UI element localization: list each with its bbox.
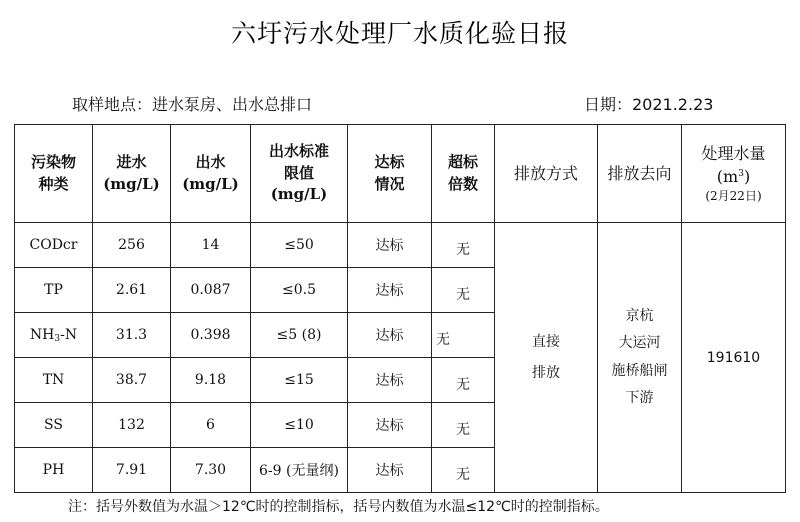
cell-limit: ≤5 (8): [251, 313, 348, 358]
cell-pollutant: SS: [15, 403, 93, 448]
cell-influent: 38.7: [93, 358, 171, 403]
cell-status: 达标: [348, 313, 432, 358]
cell-effluent: 14: [171, 223, 251, 268]
header-limit-line3: (mg/L): [270, 185, 328, 204]
cell-exceed: 无: [432, 403, 495, 448]
header-pollutant-line2: 种类: [38, 174, 69, 193]
header-status-line2: 情况: [374, 174, 405, 193]
header-effluent-line1: 出水: [195, 152, 226, 171]
cell-influent: 132: [93, 403, 171, 448]
cell-limit: ≤15: [251, 358, 348, 403]
destination-line2: 大运河: [618, 335, 661, 352]
header-influent-line2: (mg/L): [103, 174, 160, 193]
header-status-line1: 达标: [374, 152, 405, 171]
header-effluent: [171, 125, 251, 223]
pollutant-nh-label: NH: [29, 326, 55, 343]
water-quality-table: [14, 124, 786, 493]
header-effluent-line2: (mg/L): [182, 174, 239, 193]
destination-line3: 施桥船闸: [611, 362, 668, 379]
header-volume-unit-close: ): [743, 166, 751, 186]
cell-pollutant: [15, 313, 93, 358]
discharge-method-line1: 直接: [532, 333, 560, 350]
header-pollutant: [15, 125, 93, 223]
cell-effluent: 0.087: [171, 268, 251, 313]
cell-effluent: 7.30: [171, 448, 251, 493]
header-volume-line1: 处理水量: [701, 143, 766, 163]
cell-discharge-method: [495, 223, 598, 493]
cell-influent: 31.3: [93, 313, 171, 358]
report-date: 日期：2021.2.23: [584, 95, 714, 114]
header-discharge-method: 排放方式: [495, 125, 598, 223]
cell-status: 达标: [348, 268, 432, 313]
cell-destination: [598, 223, 682, 493]
header-volume-unit-sup: 3: [738, 168, 744, 179]
cell-effluent: 9.18: [171, 358, 251, 403]
cell-limit: ≤50: [251, 223, 348, 268]
cell-limit: ≤10: [251, 403, 348, 448]
header-volume: [682, 125, 786, 223]
cell-exceed: 无: [432, 268, 495, 313]
cell-status: 达标: [348, 358, 432, 403]
header-exceed: [432, 125, 495, 223]
header-status: [348, 125, 432, 223]
cell-exceed: 无: [432, 358, 495, 403]
cell-exceed: 无: [432, 448, 495, 493]
cell-pollutant: CODcr: [15, 223, 93, 268]
header-influent: [93, 125, 171, 223]
cell-volume: 191610: [682, 223, 786, 493]
cell-pollutant: PH: [15, 448, 93, 493]
header-volume-line3: (2月22日): [705, 188, 762, 203]
sampling-location: 取样地点：进水泵房、出水总排口: [72, 95, 313, 114]
discharge-method-line2: 排放: [532, 364, 560, 381]
cell-exceed: 无: [432, 223, 495, 268]
cell-effluent: 6: [171, 403, 251, 448]
cell-limit: ≤0.5: [251, 268, 348, 313]
table-row: [15, 223, 786, 268]
header-volume-unit-open: (m: [716, 166, 739, 186]
pollutant-nh-subscript: 3: [54, 333, 61, 344]
header-limit: [251, 125, 348, 223]
header-exceed-line1: 超标: [447, 152, 478, 171]
report-title: 六圩污水处理厂水质化验日报: [230, 19, 569, 48]
cell-influent: 256: [93, 223, 171, 268]
header-limit-line2: 限值: [283, 163, 314, 182]
header-limit-line1: 出水标准: [268, 141, 329, 160]
header-destination: 排放去向: [598, 125, 682, 223]
cell-pollutant: TP: [15, 268, 93, 313]
cell-effluent: 0.398: [171, 313, 251, 358]
cell-influent: 7.91: [93, 448, 171, 493]
cell-status: 达标: [348, 223, 432, 268]
cell-status: 达标: [348, 448, 432, 493]
cell-status: 达标: [348, 403, 432, 448]
cell-pollutant: TN: [15, 358, 93, 403]
cell-limit: 6-9 (无量纲): [251, 448, 348, 493]
cell-influent: 2.61: [93, 268, 171, 313]
destination-line1: 京杭: [625, 307, 654, 324]
header-influent-line1: 进水: [116, 152, 147, 171]
header-volume-line2: [682, 165, 785, 188]
table-header-row: [15, 125, 786, 223]
destination-line4: 下游: [625, 389, 654, 406]
footnote: 注：括号外数值为水温＞12℃时的控制指标，括号内数值为水温≤12℃时的控制指标。: [68, 499, 609, 515]
pollutant-n-label: -N: [60, 326, 78, 343]
header-exceed-line2: 倍数: [447, 174, 478, 193]
cell-exceed: 无: [432, 313, 495, 358]
header-pollutant-line1: 污染物: [30, 152, 76, 171]
